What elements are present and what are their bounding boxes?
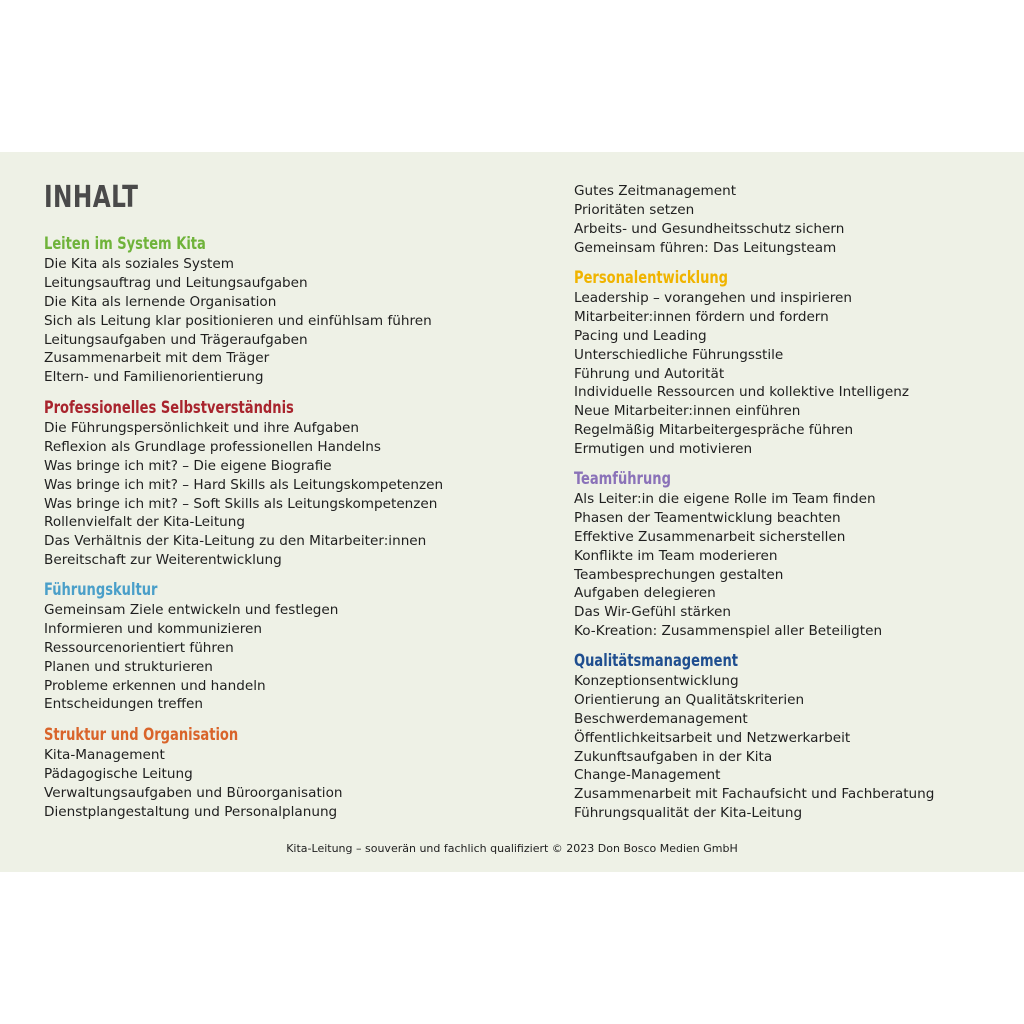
toc-entry: Gemeinsam führen: Das Leitungsteam	[574, 239, 837, 256]
toc-entry: Teambesprechungen gestalten	[574, 566, 784, 583]
section-heading: Personalentwicklung	[574, 268, 729, 287]
section-personalentwicklung	[574, 267, 1024, 459]
section-items	[44, 255, 524, 387]
toc-entry: Das Wir-Gefühl stärken	[574, 604, 731, 621]
section-items	[574, 289, 1024, 459]
toc-entry: Change-Management	[574, 767, 721, 784]
section-heading: Leiten im System Kita	[44, 234, 206, 253]
section-items	[574, 182, 1024, 258]
toc-entry: Leitungsaufgaben und Trägeraufgaben	[44, 331, 308, 348]
toc-page	[0, 152, 1024, 872]
toc-entry: Orientierung an Qualitätskriterien	[574, 691, 805, 708]
toc-entry: Zusammenarbeit mit dem Träger	[44, 350, 270, 367]
toc-entry: Unterschiedliche Führungsstile	[574, 346, 784, 363]
toc-entry: Sich als Leitung klar positionieren und einfühlsam führen	[44, 312, 432, 329]
toc-entry: Kita-Management	[44, 747, 165, 763]
toc-entry: Was bringe ich mit? – Die eigene Biografie	[44, 457, 332, 474]
toc-entry: Leitungsauftrag und Leitungsaufgaben	[44, 274, 308, 291]
toc-entry: Die Kita als soziales System	[44, 256, 234, 272]
toc-entry: Verwaltungsaufgaben und Büroorganisation	[44, 784, 343, 801]
page-title: INHALT	[44, 180, 139, 215]
toc-entry: Probleme erkennen und handeln	[44, 677, 266, 694]
toc-entry: Pädagogische Leitung	[44, 765, 193, 782]
toc-entry: Entscheidungen treffen	[44, 696, 203, 713]
toc-entry: Führung und Autorität	[574, 365, 725, 382]
footer-copyright: Kita-Leitung – souverän und fachlich qualifiziert © 2023 Don Bosco Medien GmbH	[286, 842, 738, 855]
toc-entry: Konzeptionsentwicklung	[574, 673, 739, 689]
section-heading: Professionelles Selbstverständnis	[44, 398, 294, 417]
toc-entry: Was bringe ich mit? – Soft Skills als Leitungskompetenzen	[44, 495, 438, 512]
toc-entry: Führungsqualität der Kita-Leitung	[574, 805, 803, 822]
toc-entry: Ermutigen und motivieren	[574, 441, 753, 458]
toc-entry: Beschwerdemanagement	[574, 710, 748, 727]
section-qualitaetsmanagement	[574, 650, 1024, 823]
section-heading: Struktur und Organisation	[44, 725, 239, 744]
section-items	[574, 672, 1024, 823]
toc-entry: Was bringe ich mit? – Hard Skills als Leitungskompetenzen	[44, 476, 444, 493]
section-teamfuehrung	[574, 468, 1024, 641]
section-items	[44, 419, 524, 570]
section-heading: Qualitätsmanagement	[574, 651, 739, 670]
section-items	[44, 601, 524, 714]
section-professionelles-selbstverstaendnis	[44, 397, 524, 570]
toc-entry: Regelmäßig Mitarbeitergespräche führen	[574, 422, 854, 439]
toc-entry: Konflikte im Team moderieren	[574, 547, 778, 564]
toc-entry: Neue Mitarbeiter:innen einführen	[574, 403, 801, 420]
toc-entry: Effektive Zusammenarbeit sicherstellen	[574, 528, 846, 545]
section-struktur-und-organisation	[44, 724, 524, 822]
toc-entry: Eltern- und Familienorientierung	[44, 369, 264, 386]
toc-entry: Gemeinsam Ziele entwickeln und festlegen	[44, 602, 339, 618]
section-heading: Führungskultur	[44, 580, 158, 599]
toc-entry: Informieren und kommunizieren	[44, 620, 262, 637]
toc-entry: Phasen der Teamentwicklung beachten	[574, 509, 841, 526]
toc-entry: Prioritäten setzen	[574, 201, 695, 218]
toc-entry: Pacing und Leading	[574, 327, 707, 344]
toc-entry: Die Führungspersönlichkeit und ihre Aufgaben	[44, 420, 359, 436]
toc-entry: Ko-Kreation: Zusammenspiel aller Beteiligten	[574, 623, 883, 640]
toc-entry: Arbeits- und Gesundheitsschutz sichern	[574, 220, 845, 237]
toc-entry: Individuelle Ressourcen und kollektive Intelligenz	[574, 384, 909, 401]
section-items	[44, 746, 524, 822]
toc-entry: Aufgaben delegieren	[574, 585, 716, 602]
toc-entry: Zukunftsaufgaben in der Kita	[574, 748, 773, 765]
toc-entry: Öffentlichkeitsarbeit und Netzwerkarbeit	[574, 729, 851, 746]
toc-entry: Dienstplangestaltung und Personalplanung	[44, 803, 338, 820]
toc-entry: Planen und strukturieren	[44, 658, 213, 675]
toc-entry: Mitarbeiter:innen fördern und fordern	[574, 308, 829, 325]
section-items	[574, 490, 1024, 641]
toc-entry: Rollenvielfalt der Kita-Leitung	[44, 514, 246, 531]
toc-entry: Zusammenarbeit mit Fachaufsicht und Fachberatung	[574, 786, 935, 803]
toc-entry: Als Leiter:in die eigene Rolle im Team finden	[574, 491, 876, 507]
toc-entry: Leadership – vorangehen und inspirieren	[574, 290, 853, 306]
toc-entry: Die Kita als lernende Organisation	[44, 293, 277, 310]
section-leiten-im-system-kita	[44, 233, 524, 387]
toc-entry: Ressourcenorientiert führen	[44, 639, 234, 656]
section-continued	[574, 182, 1024, 258]
section-heading: Teamführung	[574, 469, 671, 488]
toc-entry: Das Verhältnis der Kita-Leitung zu den Mitarbeiter:innen	[44, 533, 427, 550]
section-fuehrungskultur	[44, 579, 524, 714]
toc-entry: Bereitschaft zur Weiterentwicklung	[44, 552, 282, 569]
toc-entry: Gutes Zeitmanagement	[574, 183, 737, 199]
toc-entry: Reflexion als Grundlage professionellen Handelns	[44, 438, 381, 455]
